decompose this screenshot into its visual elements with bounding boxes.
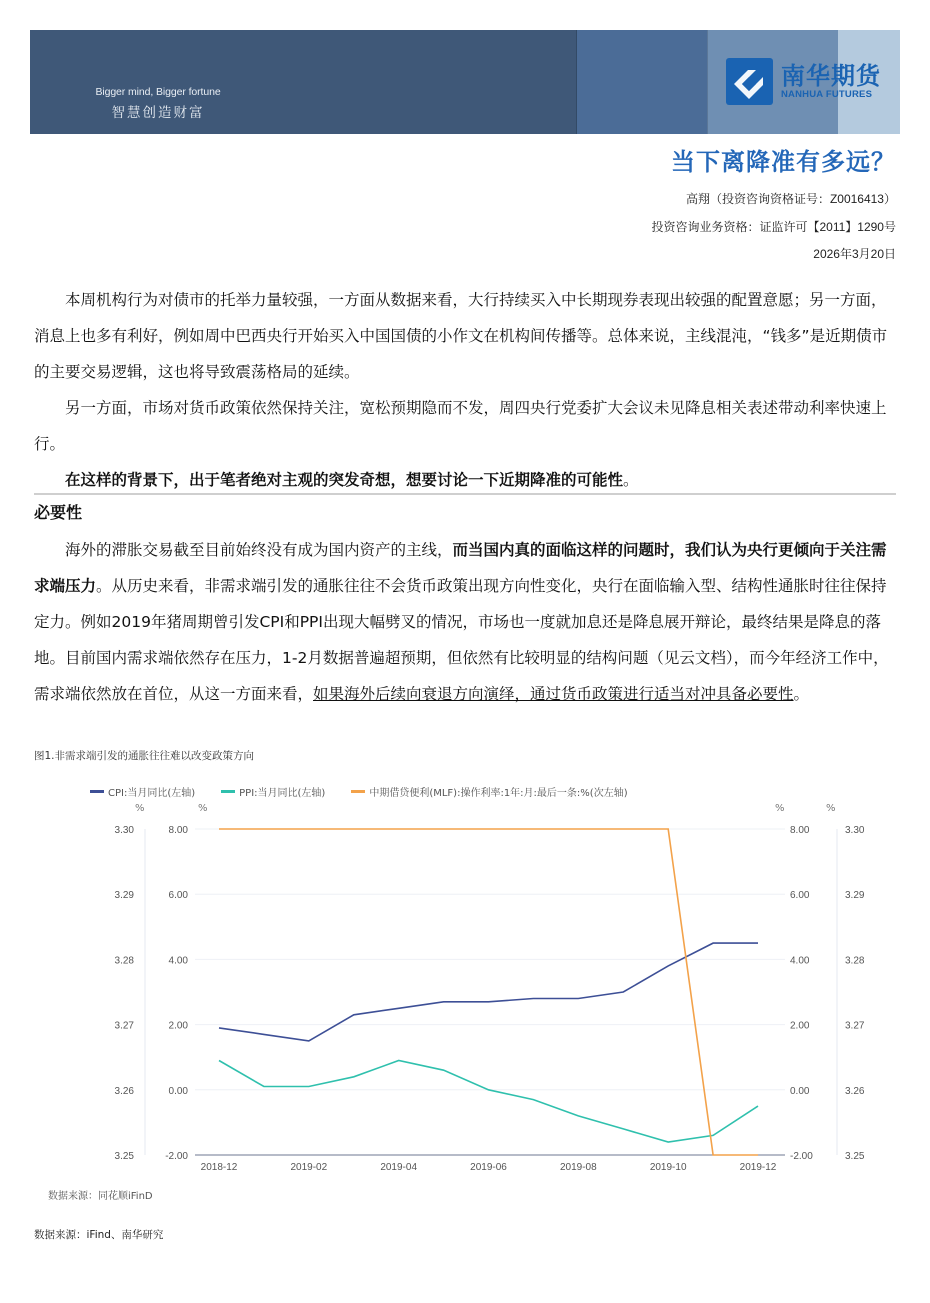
banner-stripe	[576, 30, 707, 134]
logo-mark-icon	[726, 58, 773, 105]
y-tick-left: 2.00	[168, 1020, 188, 1032]
y-tick-left: -2.00	[165, 1151, 188, 1162]
underlined-conclusion: 如果海外后续向衰退方向演绎，通过货币政策进行适当对冲具备必要性	[313, 685, 794, 703]
axis-unit-right: %	[775, 803, 785, 814]
tagline-zh: 智慧创造财富	[111, 105, 205, 121]
necessity-section	[34, 532, 894, 712]
intro-paragraph-2: 另一方面，市场对货币政策依然保持关注，宽松预期隐而不发，周四央行党委扩大会议未见降息相关表述带动利率快速上行。	[34, 399, 887, 453]
legend-item-mlf	[351, 784, 627, 799]
y-tick-left2: 3.25	[114, 1151, 134, 1162]
y-tick-left: 8.00	[168, 825, 188, 836]
legend-swatch-icon	[351, 790, 365, 793]
legend-item-cpi	[90, 784, 195, 799]
intro-key-statement: 在这样的背景下，出于笔者绝对主观的突发奇想，想要讨论一下近期降准的可能性	[65, 471, 624, 489]
logo-name-en: NANHUA FUTURES	[781, 89, 873, 100]
legend-label: PPI:当月同比(左轴)	[239, 788, 326, 799]
legend-item-ppi	[221, 784, 325, 799]
y-tick-right2: 3.29	[845, 890, 865, 902]
y-tick-left2: 3.29	[114, 890, 134, 902]
intro-punct: 。	[623, 471, 639, 489]
y-tick-right2: 3.25	[845, 1151, 865, 1162]
y-tick-right: 0.00	[790, 1085, 810, 1097]
y-tick-right: 4.00	[790, 955, 810, 967]
axis-unit-right2: %	[826, 803, 836, 814]
page-source: 数据来源：iFind、南华研究	[34, 1229, 164, 1241]
logo-name-zh: 南华期货	[781, 62, 881, 90]
chart-legend	[90, 784, 628, 799]
y-tick-left2: 3.28	[114, 955, 134, 967]
license-line: 投资咨询业务资格：证监许可【2011】1290号	[651, 220, 896, 234]
intro-section	[34, 282, 892, 498]
legend-swatch-icon	[90, 790, 104, 793]
text-segment: 。从历史来看，非需求端引发的通胀往往不会货币政策出现方向性变化，央行在面临输入型、结构性通胀时往往保持定力。例如2019年猪周期曾引发CPI和PPI出现大幅劈叉的情况，市场也一度就加息还是降息展开辩论，最终结果是降息的落地。目前国内需求端依然存在压力，1-2月数据普遍超预期，但依然有比较明显的结构问题（见云文档），而今年经济工作中，需求端依然放在首位，从这一方面来看，	[34, 577, 889, 703]
text-segment: 海外的滞胀交易截至目前始终没有成为国内资产的主线，	[65, 541, 453, 559]
y-tick-right2: 3.30	[845, 825, 865, 836]
axis-unit-left2: %	[135, 803, 145, 814]
y-tick-left: 4.00	[168, 955, 188, 967]
bold-statement: 而当国内真的面临这样的问题时，我们认为央行更倾向于关注需求端压力	[34, 541, 887, 595]
tagline	[88, 86, 228, 121]
page-title: 当下离降准有多远？	[671, 148, 896, 176]
text-segment: 。	[793, 685, 810, 703]
y-tick-left2: 3.30	[114, 825, 134, 836]
y-tick-right: 8.00	[790, 825, 810, 836]
legend-label: 中期借贷便利(MLF):操作利率:1年:月:最后一条:%(次左轴)	[369, 788, 628, 799]
x-tick: 2019-10	[649, 1162, 687, 1173]
intro-paragraph-1: 本周机构行为对债市的托举力量较强，一方面从数据来看，大行持续买入中长期现券表现出较强的配置意愿；另一方面，消息上也多有利好，例如周中巴西央行开始买入中国国债的小作文在机构间传播等。总体来说，主线混沌，“钱多”是近期债市的主要交易逻辑，这也将导致震荡格局的延续。	[34, 291, 888, 381]
x-tick: 2019-12	[739, 1162, 777, 1173]
x-tick: 2018-12	[200, 1162, 238, 1173]
section-heading: 必要性	[34, 503, 83, 522]
banner-stripe	[30, 30, 576, 134]
x-tick: 2019-06	[470, 1162, 507, 1173]
y-tick-right: -2.00	[790, 1151, 813, 1162]
y-tick-left: 0.00	[168, 1085, 188, 1097]
y-tick-right2: 3.26	[845, 1085, 865, 1097]
necessity-paragraph	[34, 532, 894, 712]
y-tick-right2: 3.27	[845, 1020, 865, 1032]
author-line: 高翔（投资咨询资格证号：Z0016413）	[685, 192, 896, 206]
axis-unit-left: %	[198, 803, 208, 814]
company-logo	[726, 58, 881, 105]
y-tick-left: 6.00	[168, 890, 188, 902]
report-date: 2026年3月20日	[813, 247, 896, 261]
x-tick: 2019-08	[559, 1162, 597, 1173]
y-tick-right2: 3.28	[845, 955, 865, 967]
series-line	[219, 829, 758, 1155]
legend-swatch-icon	[221, 790, 235, 793]
tagline-en: Bigger mind, Bigger fortune	[95, 86, 221, 98]
chart-source: 数据来源：同花顺iFinD	[48, 1191, 153, 1202]
legend-label: CPI:当月同比(左轴)	[108, 788, 196, 799]
x-tick: 2019-02	[290, 1162, 328, 1173]
figure-caption: 图1.非需求端引发的通胀往往难以改变政策方向	[34, 750, 255, 762]
series-line	[219, 1061, 758, 1143]
y-tick-left2: 3.27	[114, 1020, 134, 1032]
y-tick-right: 6.00	[790, 890, 810, 902]
y-tick-right: 2.00	[790, 1020, 810, 1032]
x-tick: 2019-04	[380, 1162, 418, 1173]
series-line	[219, 943, 758, 1041]
section-divider	[34, 493, 896, 495]
y-tick-left2: 3.26	[114, 1085, 134, 1097]
